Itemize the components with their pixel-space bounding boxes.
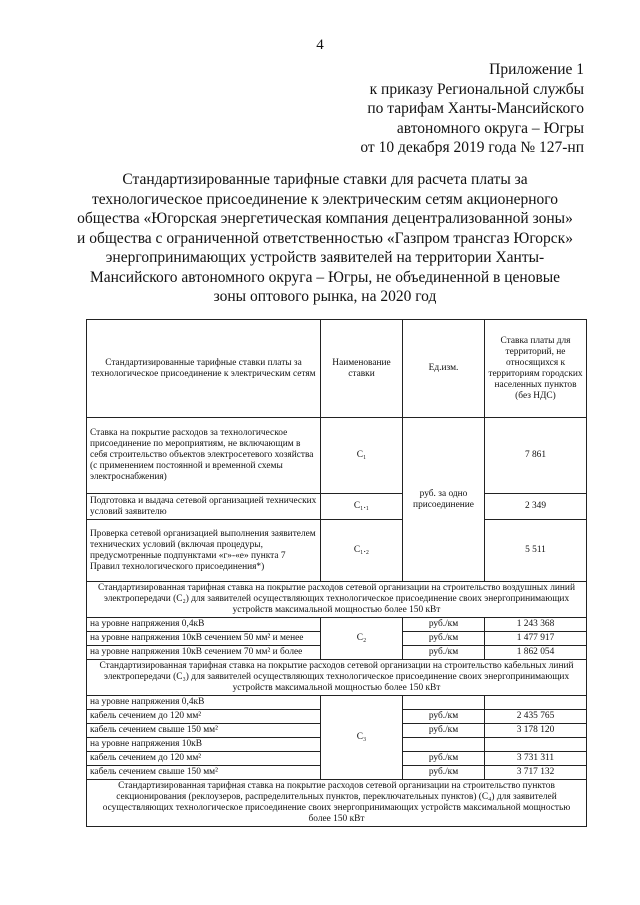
title-line: энергопринимающих устройств заявителей на территории Ханты- (105, 249, 545, 266)
c2-rate-name: C₂ (321, 618, 403, 660)
section-row-c3 (87, 660, 587, 696)
row-unit: руб./км (403, 646, 485, 660)
title-line: общества «Югорская энергетическая компания децентрализованной зоны» (77, 210, 573, 227)
row-unit: руб./км (403, 724, 485, 738)
table-header-row (87, 320, 587, 418)
header-rate-value: Ставка платы для территорий, не относящихся к территориям городских населенных пунктов (без НДС) (485, 320, 587, 418)
row-description: на уровне напряжения 0,4кВ (87, 618, 321, 632)
c3-rate-name: C₃ (321, 696, 403, 780)
row-value: 3 178 120 (485, 724, 587, 738)
title-line: технологическое присоединение к электрическим сетям акционерного (91, 190, 559, 208)
row-value: 3 717 132 (485, 766, 587, 780)
title-line: Мансийского автономного округа – Югры, не объединенной в ценовые (89, 268, 561, 286)
header-rate-name: Наименование ставки (321, 320, 403, 418)
document-title (60, 170, 590, 307)
appendix-line: по тарифам Ханты-Мансийского (367, 100, 584, 117)
row-description: кабель сечением свыше 150 мм² (87, 724, 321, 738)
tariff-table (86, 319, 587, 827)
table-row (87, 696, 587, 710)
table-row (87, 418, 587, 494)
row-description: на уровне напряжения 10кВ сечением 70 мм² и более (87, 646, 321, 660)
page-number: 4 (316, 37, 324, 53)
appendix-line: от 10 декабря 2019 года № 127-нп (360, 139, 584, 156)
row-value: 3 731 311 (485, 752, 587, 766)
title-line: и общества с ограниченной ответственностью «Газпром трансгаз Югорск» (77, 229, 573, 247)
row-value: 2 435 765 (485, 710, 587, 724)
row-description: Проверка сетевой организацией выполнения заявителем технических условий (включая процедуры, предусмотренные подпунктами «г»-«е» пункта 7 Правил технологического присоединения*) (87, 520, 321, 582)
row-value (485, 696, 587, 710)
table-row (87, 618, 587, 632)
section-row-c2 (87, 582, 587, 618)
row-rate-name: C₁.₁ (321, 494, 403, 520)
row-description: на уровне напряжения 10кВ (87, 738, 321, 752)
row-description: Ставка на покрытие расходов за технологическое присоединение по мероприятиям, не включающим в себя строительство объектов электросетевого хозяйства (с применением постоянной и временной схемы электроснабжения) (87, 418, 321, 494)
row-value: 1 862 054 (485, 646, 587, 660)
appendix-line: к приказу Региональной службы (369, 80, 584, 98)
row-description: Подготовка и выдача сетевой организацией технических условий заявителю (87, 494, 321, 520)
c1-unit: руб. за одно присоединение (403, 418, 485, 582)
row-unit: руб./км (403, 710, 485, 724)
appendix-line: Приложение 1 (489, 61, 584, 78)
appendix-block (284, 60, 584, 158)
header-unit: Ед.изм. (403, 320, 485, 418)
table-row (87, 520, 587, 582)
row-description: на уровне напряжения 0,4кВ (87, 696, 321, 710)
section-c3-text: Стандартизированная тарифная ставка на покрытие расходов сетевой организации на строительство кабельных линий электропередачи (C₃) для заявителей осуществляющих технологическое присоединение своих энергопринимающих устройств максимальной мощностью более 150 кВт (87, 660, 587, 696)
header-description: Стандартизированные тарифные ставки платы за технологическое присоединение к электрическим сетям (87, 320, 321, 418)
title-line: Стандартизированные тарифные ставки для расчета платы за (122, 171, 528, 188)
row-unit (403, 738, 485, 752)
row-rate-name: C₁.₂ (321, 520, 403, 582)
row-value: 1 243 368 (485, 618, 587, 632)
title-line: зоны оптового рынка, на 2020 год (213, 288, 437, 305)
row-value (485, 738, 587, 752)
section-c4-text: Стандартизированная тарифная ставка на покрытие расходов сетевой организации на строительство пунктов секционирования (реклоузеров, распределительных пунктов, переключательных пунктов) (C₄) для заявителей осуществляющих технологическое присоединение своих энергопринимающих устройств максимальной мощностью более 150 кВт (87, 780, 587, 827)
row-unit: руб./км (403, 766, 485, 780)
row-description: на уровне напряжения 10кВ сечением 50 мм² и менее (87, 632, 321, 646)
row-description: кабель сечением до 120 мм² (87, 752, 321, 766)
section-c2-text: Стандартизированная тарифная ставка на покрытие расходов сетевой организации на строительство воздушных линий электропередачи (C₂) для заявителей осуществляющих технологическое присоединение своих энергопринимающих устройств максимальной мощностью более 150 кВт (87, 582, 587, 618)
row-value: 5 511 (485, 520, 587, 582)
row-description: кабель сечением до 120 мм² (87, 710, 321, 724)
table-row (87, 494, 587, 520)
section-row-c4 (87, 780, 587, 827)
appendix-line: автономного округа – Югры (396, 119, 584, 137)
row-description: кабель сечением свыше 150 мм² (87, 766, 321, 780)
row-rate-name: C₁ (321, 418, 403, 494)
row-unit: руб./км (403, 752, 485, 766)
row-unit (403, 696, 485, 710)
row-unit: руб./км (403, 618, 485, 632)
row-value: 2 349 (485, 494, 587, 520)
row-value: 1 477 917 (485, 632, 587, 646)
row-value: 7 861 (485, 418, 587, 494)
row-unit: руб./км (403, 632, 485, 646)
